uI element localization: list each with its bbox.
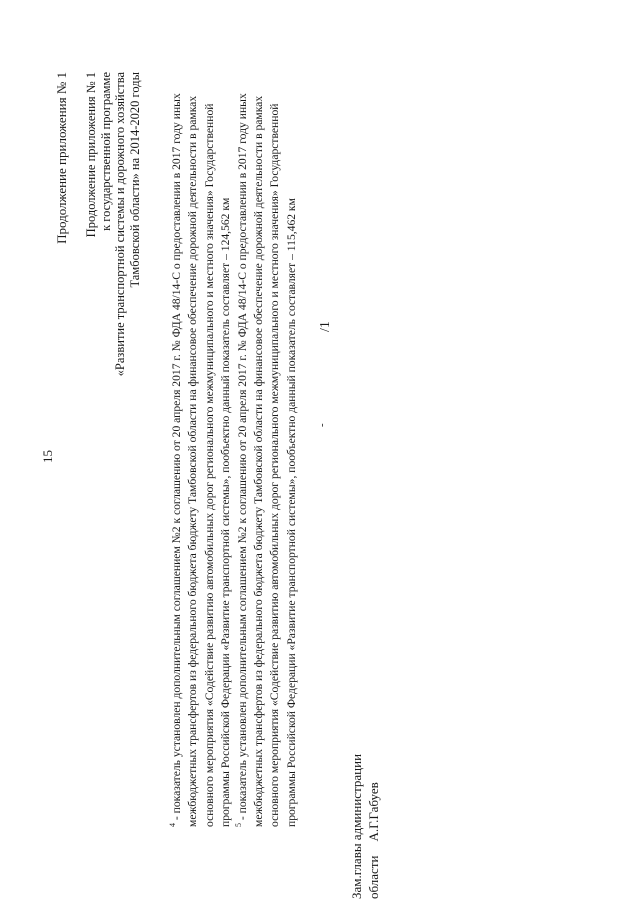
program-reference-line: «Развитие транспортной системы и дорожного хозяйства <box>113 72 128 377</box>
signature-region: области <box>365 855 381 899</box>
handwritten-mark: /1 <box>318 321 333 332</box>
signature-block <box>349 754 382 899</box>
footnote-line: основного мероприятия «Содействие развитию автомобильных дорог регионального межмуниципального и местного значения» Государственной <box>202 103 216 827</box>
footnote-text: - показатель установлен дополнительным соглашением №2 к соглашению от 20 апреля 2017 г. № ФДА 48/14-С о предоставлении в 2017 году иных <box>170 93 183 823</box>
program-reference-line: Продолжение приложения № 1 <box>84 72 98 238</box>
program-reference <box>84 72 142 376</box>
footnote-text: - показатель установлен дополнительным соглашением №2 к соглашению от 20 апреля 2017 г. № ФДА 48/14-С о предоставлении в 2017 году иных <box>235 93 249 823</box>
footnote-mark: 4 <box>168 823 178 827</box>
signature-title: Зам.главы администрации <box>349 753 364 899</box>
page-number: 15 <box>40 450 55 463</box>
footnote-line: программы Российской Федерации «Развитие транспортной системы», пообъектно данный показатель составляет – 115,462 км <box>284 198 298 827</box>
stray-mark: - <box>316 423 328 427</box>
footnote-line: межбюджетных трансфертов из федерального бюджета бюджету Тамбовской области на финансовое обеспечение дорожной деятельности в рамках <box>186 95 200 827</box>
footnote-line: межбюджетных трансфертов из федерального бюджета бюджету Тамбовской области на финансовое обеспечение дорожной деятельности в рамках <box>252 95 266 827</box>
footnote-line: программы Российской Федерации «Развитие транспортной системы», пообъектно данный показатель составляет – 124,562 км <box>219 197 233 827</box>
footnote-mark: 5 <box>233 823 243 827</box>
program-reference-line: к государственной программе <box>98 72 113 231</box>
footnotes <box>169 0 300 827</box>
footnote-line: основного мероприятия «Содействие развитию автомобильных дорог регионального межмуниципального и местного значения» Государственной <box>268 103 282 827</box>
signature-line <box>366 754 383 899</box>
program-reference-line: Тамбовской области» на 2014-2020 годы <box>127 72 142 288</box>
footnote-line <box>235 0 251 827</box>
signature-name: А.Г.Габуев <box>365 782 381 842</box>
footnote-line <box>169 0 185 827</box>
continuation-heading: Продолжение приложения № 1 <box>54 72 69 244</box>
